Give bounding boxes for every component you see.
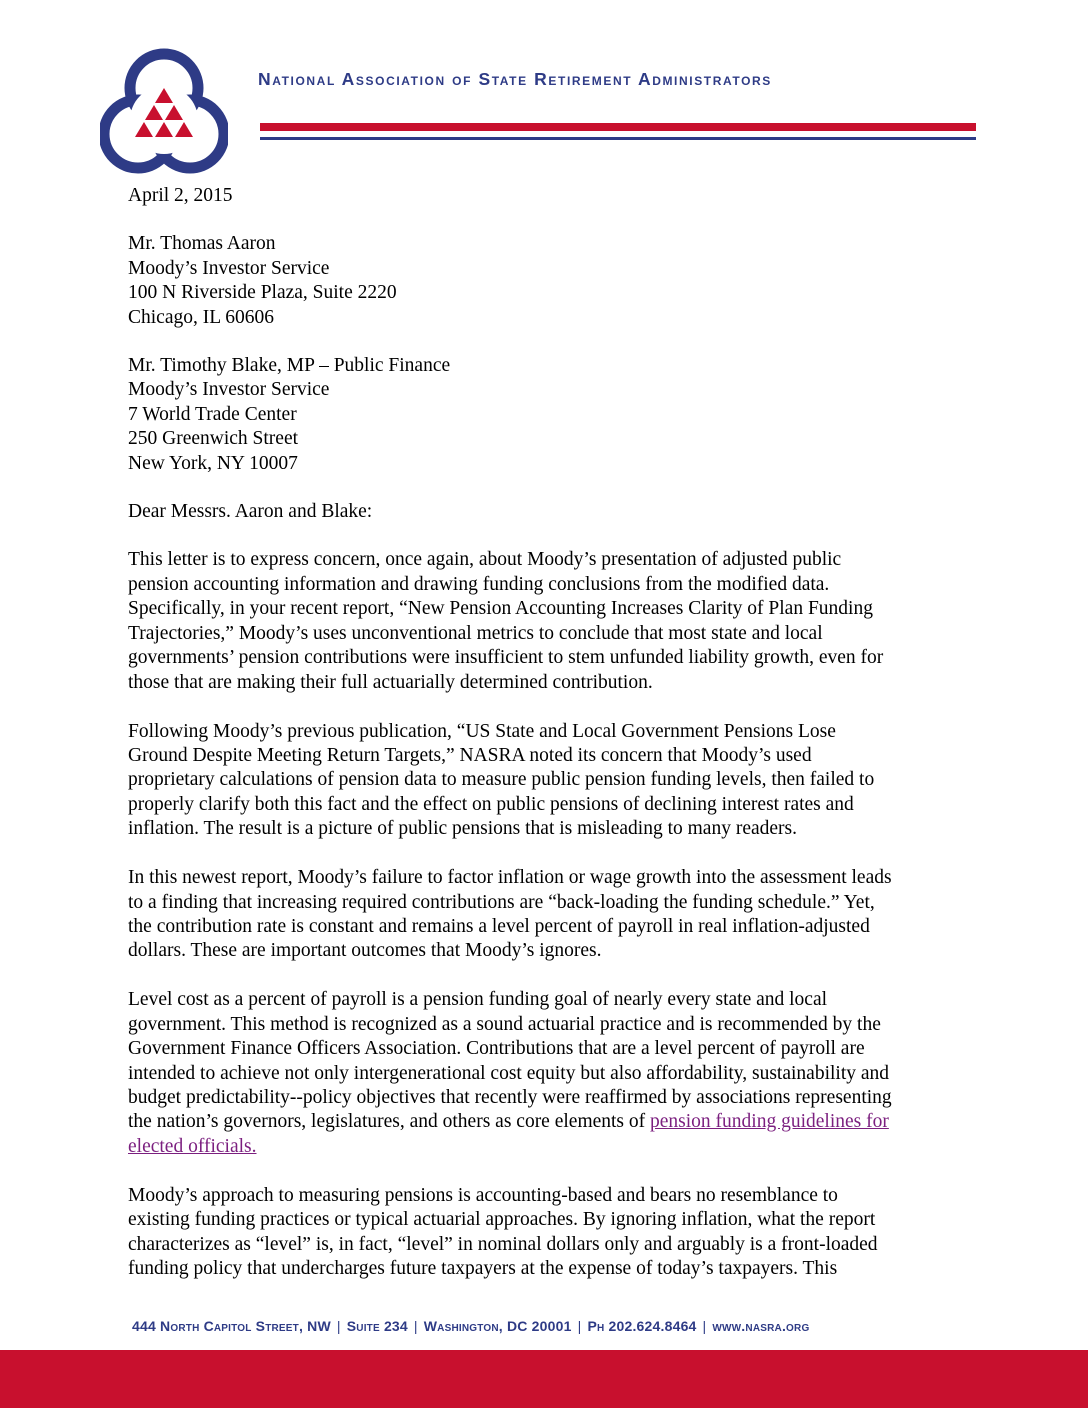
header-rule-red — [260, 123, 976, 131]
address-line: Mr. Timothy Blake, MP – Public Finance — [128, 355, 451, 377]
footer-website-link[interactable]: www.nasra.org — [712, 1318, 810, 1334]
address-line: Moody’s Investor Service — [128, 257, 330, 279]
organization-name: National Association of State Retirement Administrators — [258, 69, 772, 89]
pension-funding-guidelines-link[interactable]: pension funding guidelines for elected officials. — [128, 1111, 889, 1157]
letter-body — [128, 184, 970, 1306]
address-line: Mr. Thomas Aaron — [128, 233, 276, 255]
header-rule-blue — [260, 137, 976, 140]
footer-separator: | — [702, 1318, 707, 1334]
address-line: 100 N Riverside Plaza, Suite 2220 — [128, 282, 397, 304]
footer-separator: | — [413, 1318, 418, 1334]
footer-separator: | — [336, 1318, 341, 1334]
nasra-logo-icon — [100, 48, 228, 176]
footer-phone: Ph 202.624.8464 — [587, 1318, 697, 1334]
recipient-address-1 — [128, 232, 970, 330]
paragraph-2: Following Moody’s previous publication, “US State and Local Government Pensions Lose Ground Despite Meeting Return Targets,” NASRA noted its concern that Moody’s used proprietary calculations of pension data to measure public pension funding levels, then failed to properly clarify both this fact and the effect on public pensions of declining interest rates and inflation. The result is a picture of public pensions that is misleading to many readers. — [128, 720, 875, 840]
salutation: Dear Messrs. Aaron and Blake: — [128, 501, 373, 523]
footer-contact — [132, 1318, 962, 1334]
paragraph-5: Moody’s approach to measuring pensions is accounting-based and bears no resemblance to existing funding practices or typical actuarial approaches. By ignoring inflation, what the report characterizes as “level” is, in fact, “level” in nominal dollars only and arguably is a front-loaded funding policy that undercharges future taxpayers at the expense of today’s taxpayers. This — [128, 1184, 878, 1279]
address-line: Chicago, IL 60606 — [128, 306, 275, 328]
footer-separator: | — [577, 1318, 582, 1334]
address-line: New York, NY 10007 — [128, 452, 298, 474]
footer-city: Washington, DC 20001 — [423, 1318, 572, 1334]
address-line: 250 Greenwich Street — [128, 428, 299, 450]
address-line: Moody’s Investor Service — [128, 379, 330, 401]
paragraph-4-text: Level cost as a percent of payroll is a pension funding goal of nearly every state and local government. This method is recognized as a sound actuarial practice and is recommended by the Government Finance Officers Association. Contributions that are a level percent of payroll are intended to achieve not only intergenerational cost equity but also affordability, sustainability and budget predictability--policy objectives that recently were reaffirmed by associations representing the nation’s governors, legislatures, and others as core elements of — [128, 989, 892, 1133]
footer-suite: Suite 234 — [346, 1318, 408, 1334]
paragraph-4 — [128, 988, 970, 1159]
address-line: 7 World Trade Center — [128, 403, 297, 425]
recipient-address-2 — [128, 354, 970, 476]
footer-street: 444 North Capitol Street, NW — [132, 1318, 331, 1334]
footer-band — [0, 1350, 1088, 1408]
paragraph-1: This letter is to express concern, once again, about Moody’s presentation of adjusted public pension accounting information and drawing funding conclusions from the modified data. Specifically, in your recent report, “New Pension Accounting Increases Clarity of Plan Funding Trajectories,” Moody’s uses unconventional metrics to conclude that most state and local governments’ pension contributions were insufficient to stem unfunded liability growth, even for those that are making their full actuarially determined contribution. — [128, 549, 884, 693]
paragraph-3: In this newest report, Moody’s failure to factor inflation or wage growth into the assessment leads to a finding that increasing required contributions are “back-loading the funding schedule.” Yet, the contribution rate is constant and remains a level percent of payroll in real inflation-adjusted dollars. These are important outcomes that Moody’s ignores. — [128, 867, 892, 962]
letter-date: April 2, 2015 — [128, 185, 233, 206]
